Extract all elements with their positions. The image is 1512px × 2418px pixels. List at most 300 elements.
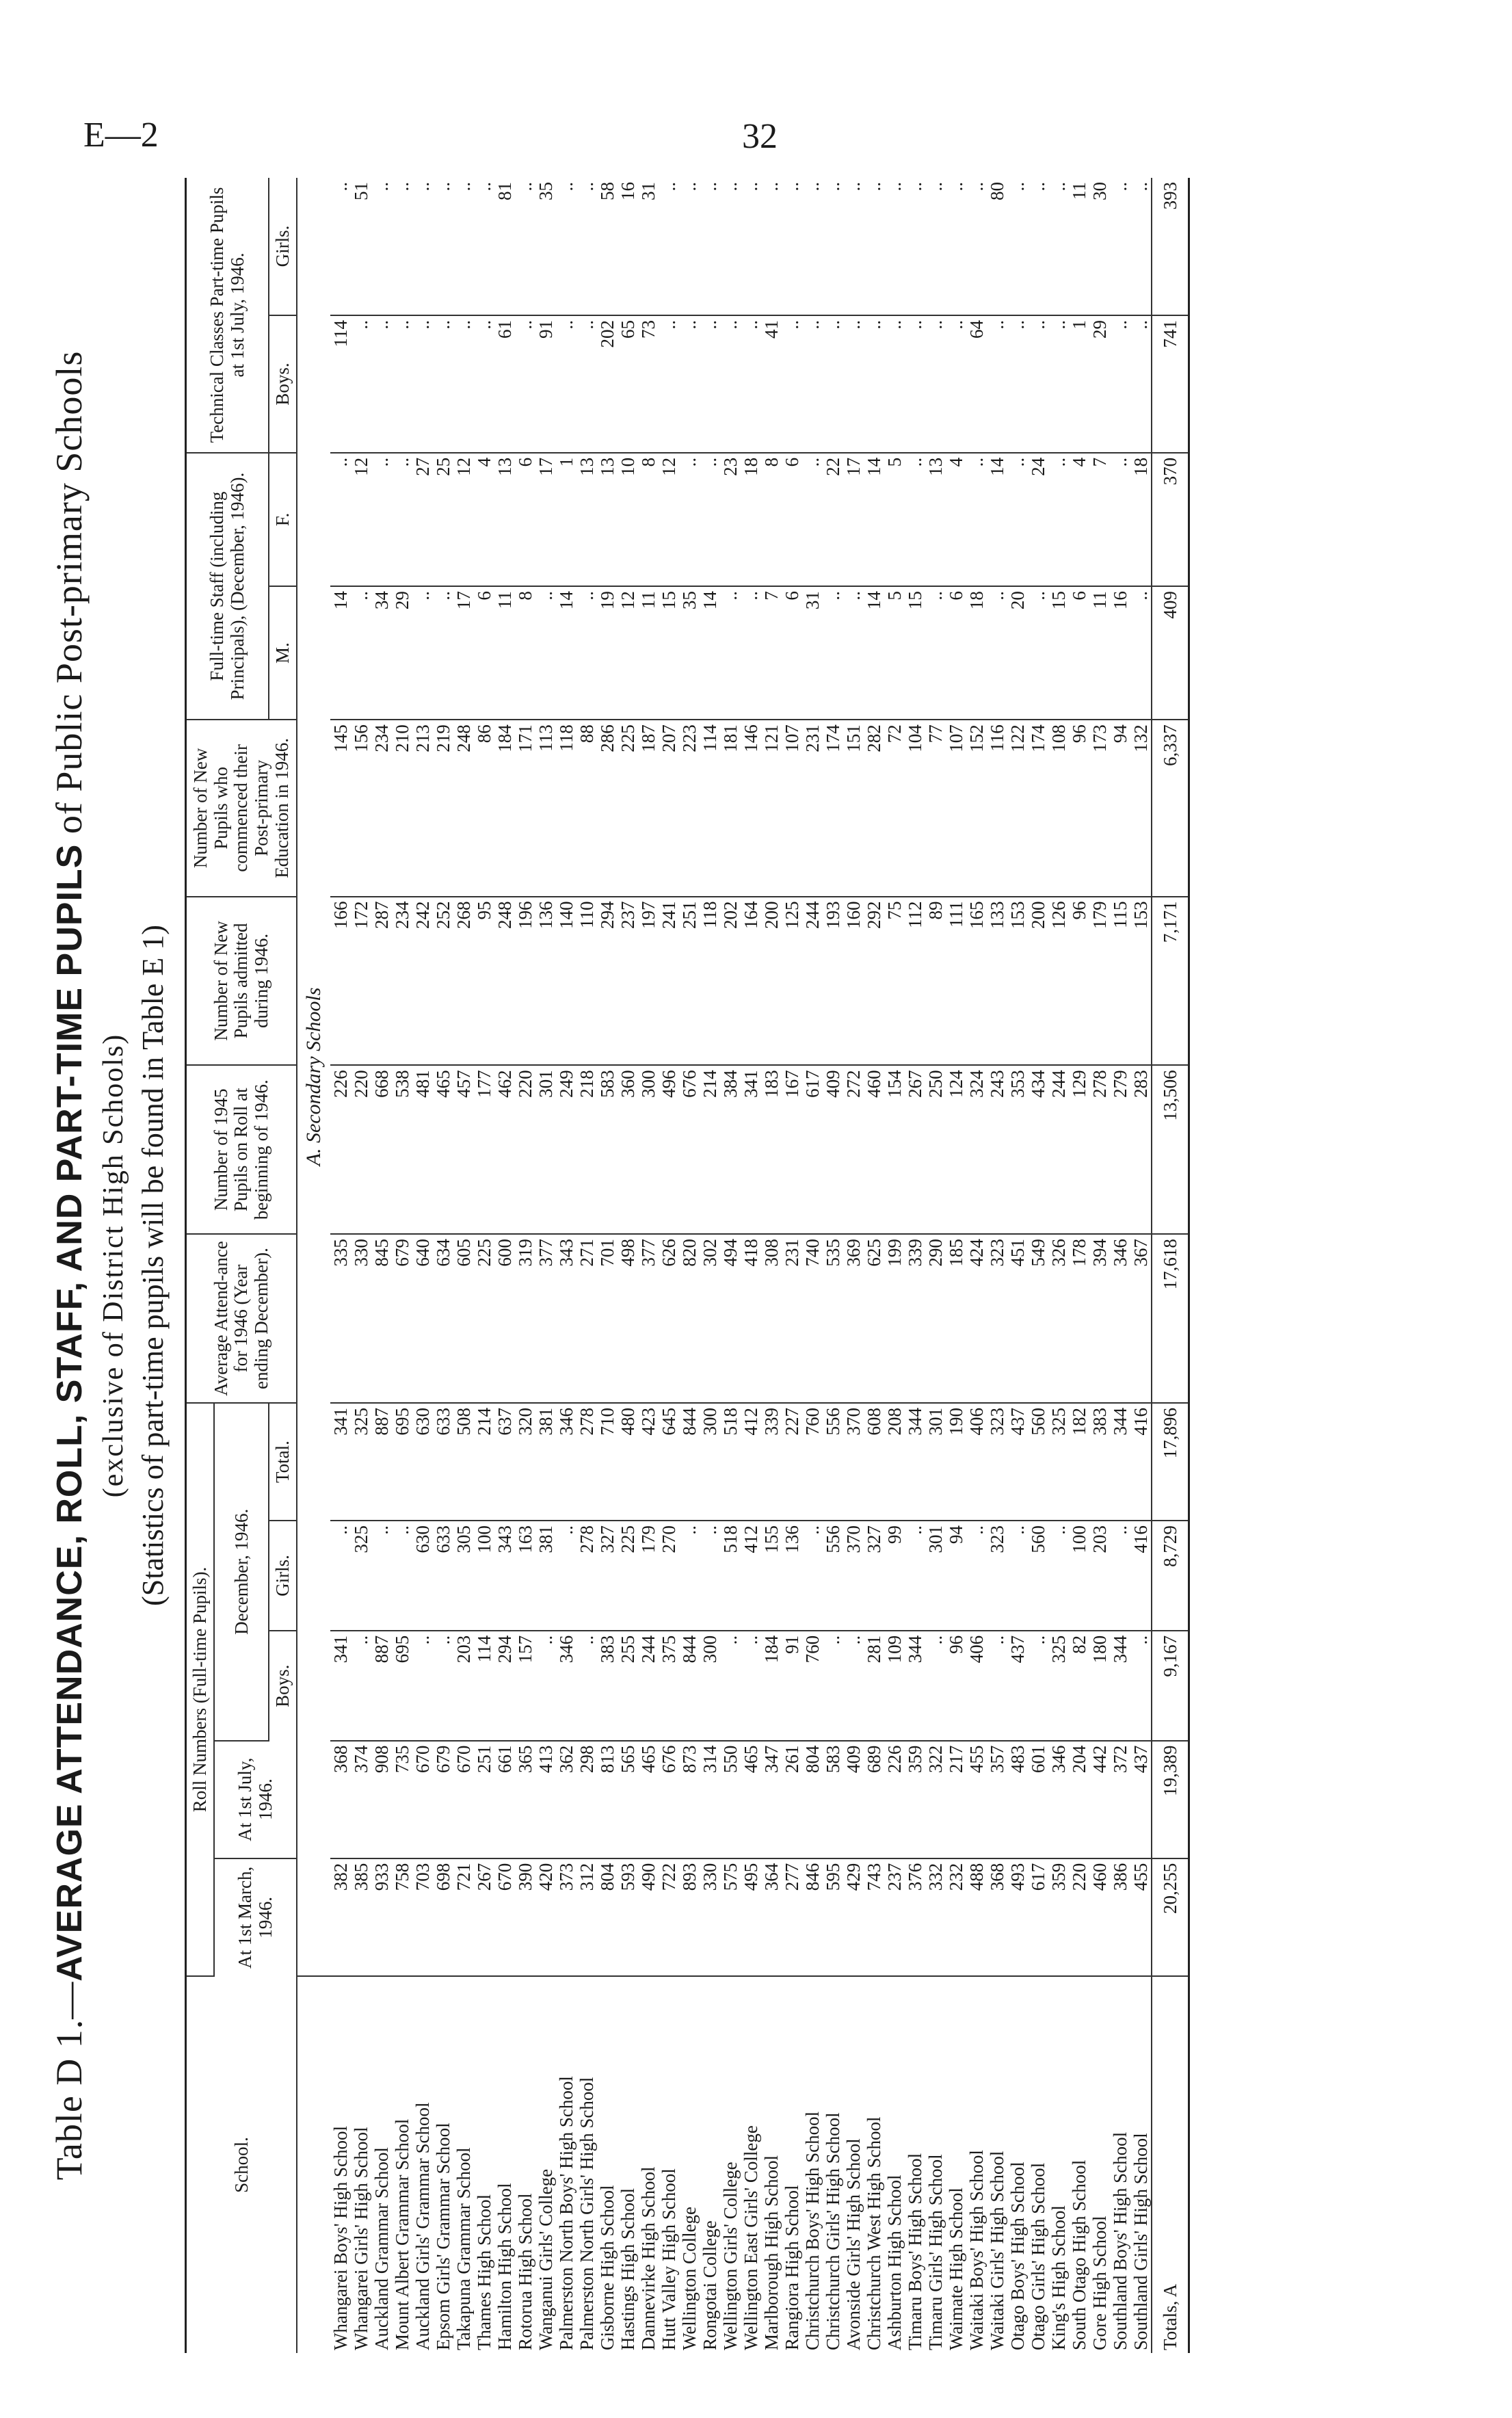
table-cell: 703 [412,1858,433,1976]
table-cell: 406 [966,1631,987,1741]
table-cell: 252 [433,897,453,1066]
table-cell: 496 [659,1065,679,1234]
table-cell: 81 [494,178,515,315]
table-cell: .. [1028,1631,1048,1741]
table-cell: 248 [494,897,515,1066]
table-row [453,178,474,2353]
table-cell: 282 [864,720,884,896]
table-cell: 668 [371,1065,392,1234]
table-cell: 689 [864,1741,884,1858]
table-cell: 155 [761,1521,782,1631]
table-cell: 377 [638,1234,659,1403]
school-name: Rangiora High School [781,2185,802,2350]
table-cell: 695 [392,1403,412,1521]
table-cell: .. [782,178,802,315]
table-row [987,178,1007,2353]
table-cell: 637 [494,1403,515,1521]
table-cell: 173 [1089,720,1110,896]
table-cell: .. [576,315,597,453]
table-cell: 174 [1028,720,1048,896]
table-cell: 91 [535,315,556,453]
table-cell: 760 [802,1631,823,1741]
school-name: Takapuna Grammar School [453,2147,474,2350]
table-cell: .. [1028,178,1048,315]
table-cell: .. [884,315,905,453]
table-cell: .. [576,1631,597,1741]
table-cell: 483 [1007,1741,1028,1858]
table-cell: 180 [1089,1631,1110,1741]
table-cell: 204 [1069,1741,1089,1858]
table-cell: 118 [700,897,720,1066]
table-cell: .. [1007,315,1028,453]
table-cell: .. [741,1631,761,1741]
table-cell: 17 [843,453,864,586]
table-cell: 16 [1110,586,1130,720]
table-cell: .. [1007,1521,1028,1631]
table-cell: 294 [597,897,618,1066]
table-cell: 164 [741,897,761,1066]
table-row [1028,178,1048,2353]
table-cell: 104 [905,720,925,896]
table-cell: .. [802,1521,823,1631]
table-cell: 234 [392,897,412,1066]
table-cell: .. [987,586,1007,720]
table-cell: .. [700,453,720,586]
table-cell: 460 [1089,1858,1110,1976]
table-cell: 386 [1110,1858,1130,1976]
table-cell: 412 [741,1403,761,1521]
table-cell: 605 [453,1234,474,1403]
table-cell: 560 [1028,1521,1048,1631]
school-name: Southland Girls' High School [1130,2133,1151,2350]
table-cell: .. [987,315,1007,453]
table-cell: 343 [556,1234,576,1403]
table-cell: 156 [351,720,371,896]
table-cell: 12 [659,453,679,586]
table-cell: 325 [1048,1631,1069,1741]
table-cell: 385 [351,1858,371,1976]
table-cell: 373 [556,1858,576,1976]
header-pupils-1945: Number of 1945 Pupils on Roll at beginning of 1946. [186,1065,297,1234]
table-cell: 429 [843,1858,864,1976]
table-cell: 347 [761,1741,782,1858]
table-cell: 535 [823,1234,843,1403]
header-attendance: Average Attend-ance for 1946 (Year ending December). [186,1234,297,1403]
table-cell: 248 [453,720,474,896]
table-cell: 187 [638,720,659,896]
statistics-table [185,178,1190,2353]
table-row [1007,178,1028,2353]
table-cell: 290 [925,1234,946,1403]
table-cell: .. [946,315,966,453]
section-row [297,178,330,2353]
table-cell: .. [412,1631,433,1741]
table-cell: .. [412,178,433,315]
table-cell: 368 [987,1858,1007,1976]
table-cell: 359 [1048,1858,1069,1976]
table-cell: .. [392,453,412,586]
header-technical: Technical Classes Part-time Pupils at 1st July, 1946. [186,178,269,453]
table-cell: 277 [782,1858,802,1976]
header-tech-boys: Boys. [269,315,297,453]
table-cell: 82 [1069,1631,1089,1741]
table-cell: 344 [1110,1631,1130,1741]
table-cell: 353 [1007,1065,1028,1234]
table-cell: 225 [618,720,638,896]
table-cell: 423 [638,1403,659,1521]
table-cell: 583 [823,1741,843,1858]
table-title [48,178,90,2353]
table-cell: 111 [946,897,966,1066]
table-cell: 626 [659,1234,679,1403]
table-cell: .. [802,453,823,586]
table-cell: .. [679,453,700,586]
school-name: Otago Girls' High School [1027,2162,1048,2350]
table-cell: 178 [1069,1234,1089,1403]
table-cell: 344 [1110,1403,1130,1521]
table-row [618,178,638,2353]
table-cell: 114 [700,720,720,896]
table-cell: 933 [371,1858,392,1976]
table-cell: 152 [966,720,987,896]
table-cell: 157 [515,1631,535,1741]
table-cell: 202 [720,897,741,1066]
school-name: Wanganui Girls' College [535,2168,556,2350]
table-cell: 5 [884,453,905,586]
table-cell: 95 [474,897,494,1066]
table-cell: 225 [474,1234,494,1403]
table-cell: 129 [1069,1065,1089,1234]
table-cell: 287 [371,897,392,1066]
table-cell: 99 [884,1521,905,1631]
table-cell: 14 [987,453,1007,586]
table-cell: 362 [556,1741,576,1858]
totals-cell: 17,896 [1152,1403,1189,1521]
table-cell: 77 [925,720,946,896]
table-cell: 367 [1130,1234,1152,1403]
table-cell: 301 [925,1521,946,1631]
table-cell: 465 [433,1065,453,1234]
table-cell: 96 [946,1631,966,1741]
table-cell: .. [925,315,946,453]
table-cell: 416 [1130,1521,1152,1631]
table-cell: .. [351,1631,371,1741]
table-cell: 4 [474,453,494,586]
table-cell: 94 [946,1521,966,1631]
table-cell: 339 [761,1403,782,1521]
table-cell: 165 [966,897,987,1066]
table-cell: 96 [1069,897,1089,1066]
table-cell: .. [453,178,474,315]
table-cell: 12 [351,453,371,586]
table-cell: .. [905,1521,925,1631]
table-cell: .. [515,315,535,453]
table-cell: 676 [679,1065,700,1234]
header-july: At 1st July, 1946. [214,1741,297,1858]
header-boys: Boys. [269,1631,297,1741]
table-cell: 6 [946,586,966,720]
table-cell: 217 [946,1741,966,1858]
table-cell: 633 [433,1403,453,1521]
table-cell: .. [433,315,453,453]
table-cell: 640 [412,1234,433,1403]
table-cell: 249 [556,1065,576,1234]
school-name: Rotorua High School [514,2193,535,2350]
totals-cell: 7,171 [1152,897,1189,1066]
table-note: (Statistics of part-time pupils will be found in Table E 1) [136,925,170,1606]
table-cell: 35 [535,178,556,315]
totals-cell: 6,337 [1152,720,1189,896]
table-cell: 232 [946,1858,966,1976]
table-cell: 110 [576,897,597,1066]
table-cell: 118 [556,720,576,896]
table-cell: 185 [946,1234,966,1403]
table-cell: 600 [494,1234,515,1403]
table-row [1130,178,1152,2353]
table-cell: 365 [515,1741,535,1858]
school-name: Ashburton High School [884,2174,905,2350]
table-cell: 126 [1048,897,1069,1066]
table-cell: 61 [494,315,515,453]
table-row [884,178,905,2353]
table-cell: 96 [1069,720,1089,896]
table-cell: 107 [946,720,966,896]
table-cell: 75 [884,897,905,1066]
school-name: Wellington East Girls' College [740,2125,761,2350]
table-cell: 294 [494,1631,515,1741]
table-cell: 179 [1089,897,1110,1066]
school-name: Waitaki Girls' High School [986,2151,1007,2350]
header-december: December, 1946. [214,1403,269,1741]
table-cell: .. [556,315,576,453]
table-row [659,178,679,2353]
table-cell: 344 [905,1403,925,1521]
table-cell: 300 [700,1631,720,1741]
table-cell: 203 [1089,1521,1110,1631]
table-cell: 16 [618,178,638,315]
table-cell: 634 [433,1234,453,1403]
table-cell: 19 [597,586,618,720]
table-cell: 381 [535,1521,556,1631]
table-cell: 167 [782,1065,802,1234]
table-cell: 556 [823,1403,843,1521]
totals-cell: 19,389 [1152,1741,1189,1858]
table-cell: 368 [330,1741,351,1858]
header-new-commenced: Number of New Pupils who commenced their Post-primary Education in 1946. [186,720,297,896]
table-cell: 305 [453,1521,474,1631]
table-cell: .. [535,1631,556,1741]
table-row [946,178,966,2353]
school-name: Gore High School [1089,2216,1110,2350]
table-cell: .. [741,315,761,453]
totals-label: Totals, A [1152,1976,1189,2353]
table-row [433,178,453,2353]
table-row [412,178,433,2353]
table-cell: .. [700,178,720,315]
table-cell: 65 [618,315,638,453]
table-cell: 193 [823,897,843,1066]
table-cell: 359 [905,1741,925,1858]
table-cell: 279 [1110,1065,1130,1234]
table-cell: 18 [966,586,987,720]
school-name: Wellington Girls' College [719,2161,741,2350]
table-cell: 341 [330,1631,351,1741]
table-cell: 271 [576,1234,597,1403]
table-cell: 300 [700,1403,720,1521]
table-cell: 887 [371,1403,392,1521]
table-cell: 494 [720,1234,741,1403]
table-cell: 314 [700,1741,720,1858]
table-cell: .. [679,178,700,315]
table-cell: 6 [782,586,802,720]
table-cell: 109 [884,1631,905,1741]
table-cell: 17 [535,453,556,586]
table-row [1110,178,1130,2353]
school-name: Rongotai College [699,2220,720,2350]
totals-cell: 409 [1152,586,1189,720]
table-subtitle: (exclusive of District High Schools) [98,1033,129,1498]
page-code: E—2 [83,116,159,155]
table-cell: 498 [618,1234,638,1403]
table-cell: .. [741,178,761,315]
school-name: Timaru Girls' High School [925,2154,946,2350]
table-cell: .. [782,315,802,453]
table-cell: 846 [802,1858,823,1976]
table-cell: 231 [782,1234,802,1403]
table-cell: .. [966,453,987,586]
table-cell: 1 [1069,315,1089,453]
table-cell: 200 [761,897,782,1066]
table-cell: 72 [884,720,905,896]
table-cell: .. [1048,1521,1069,1631]
table-cell: 151 [843,720,864,896]
table-cell: 8 [515,586,535,720]
table-cell: 301 [535,1065,556,1234]
table-cell: 25 [433,453,453,586]
table-cell: 873 [679,1741,700,1858]
table-cell: 760 [802,1403,823,1521]
table-cell: .. [905,453,925,586]
table-cell: 283 [1130,1065,1152,1234]
table-cell: 11 [1089,586,1110,720]
table-cell: 197 [638,897,659,1066]
table-cell: 35 [679,586,700,720]
table-cell: 64 [966,315,987,453]
table-cell: 199 [884,1234,905,1403]
table-cell: 190 [946,1403,966,1521]
table-cell: 220 [515,1065,535,1234]
table-cell: 210 [392,720,412,896]
table-cell: 8 [761,453,782,586]
table-cell: 6 [474,586,494,720]
table-cell: 14 [330,586,351,720]
school-name: Dannevirke High School [637,2166,659,2350]
table-cell: 242 [412,897,433,1066]
school-name: Epsom Girls' Grammar School [432,2123,453,2350]
table-cell: 292 [864,897,884,1066]
table-cell: 630 [412,1403,433,1521]
table-cell: 325 [1048,1403,1069,1521]
table-cell: 286 [597,720,618,896]
table-cell: 670 [453,1741,474,1858]
table-cell: 341 [330,1403,351,1521]
table-cell: 281 [864,1631,884,1741]
table-cell: .. [351,586,371,720]
table-cell: 844 [679,1631,700,1741]
table-cell: 330 [700,1858,720,1976]
table-cell: .. [843,586,864,720]
totals-cell: 8,729 [1152,1521,1189,1631]
table-cell: 244 [638,1631,659,1741]
table-cell: 451 [1007,1234,1028,1403]
section-label: A. Secondary Schools [297,178,330,1976]
table-cell: 234 [371,720,392,896]
table-cell: 214 [700,1065,720,1234]
table-cell: .. [761,178,782,315]
table-cell: .. [1048,453,1069,586]
table-row [802,178,823,2353]
table-cell: 344 [905,1631,925,1741]
table-cell: 416 [1130,1403,1152,1521]
table-cell: 325 [351,1521,371,1631]
table-cell: 29 [392,586,412,720]
table-cell: .. [966,1521,987,1631]
table-cell: 107 [782,720,802,896]
table-cell: .. [576,586,597,720]
table-cell: .. [700,315,720,453]
table-cell: .. [905,178,925,315]
table-cell: 302 [700,1234,720,1403]
school-name: Mount Albert Grammar School [391,2118,412,2350]
table-cell: .. [905,315,925,453]
table-cell: 617 [1028,1858,1048,1976]
page-number: 32 [742,117,778,156]
table-main-title: AVERAGE ATTENDANCE, ROLL, STAFF, AND PART-TIME PUPILS [50,843,90,1982]
table-cell: 272 [843,1065,864,1234]
table-cell: .. [823,315,843,453]
table-cell: .. [679,1521,700,1631]
table-row [823,178,843,2353]
rotated-table-sheet [48,178,1388,2353]
table-cell: 177 [474,1065,494,1234]
table-cell: .. [864,315,884,453]
school-name: Waimate High School [945,2187,966,2350]
table-cell: .. [433,178,453,315]
table-row [761,178,782,2353]
table-cell: 267 [905,1065,925,1234]
table-cell: .. [843,1631,864,1741]
table-cell: 31 [638,178,659,315]
table-cell: 153 [1130,897,1152,1066]
table-cell: .. [392,178,412,315]
table-cell: 325 [351,1403,371,1521]
table-cell: 29 [1089,315,1110,453]
header-new-admitted: Number of New Pupils admitted during 1946. [186,897,297,1066]
table-cell: 413 [535,1741,556,1858]
table-cell: 125 [782,897,802,1066]
table-cell: 377 [535,1234,556,1403]
table-cell: 115 [1110,897,1130,1066]
table-cell: 437 [1007,1403,1028,1521]
table-cell: .. [1007,178,1028,315]
table-cell: 6 [1069,586,1089,720]
table-cell: 549 [1028,1234,1048,1403]
table-cell: 220 [351,1065,371,1234]
table-cell: .. [1110,178,1130,315]
table-cell: 327 [597,1521,618,1631]
table-cell: 8 [638,453,659,586]
table-body [297,178,1189,2353]
